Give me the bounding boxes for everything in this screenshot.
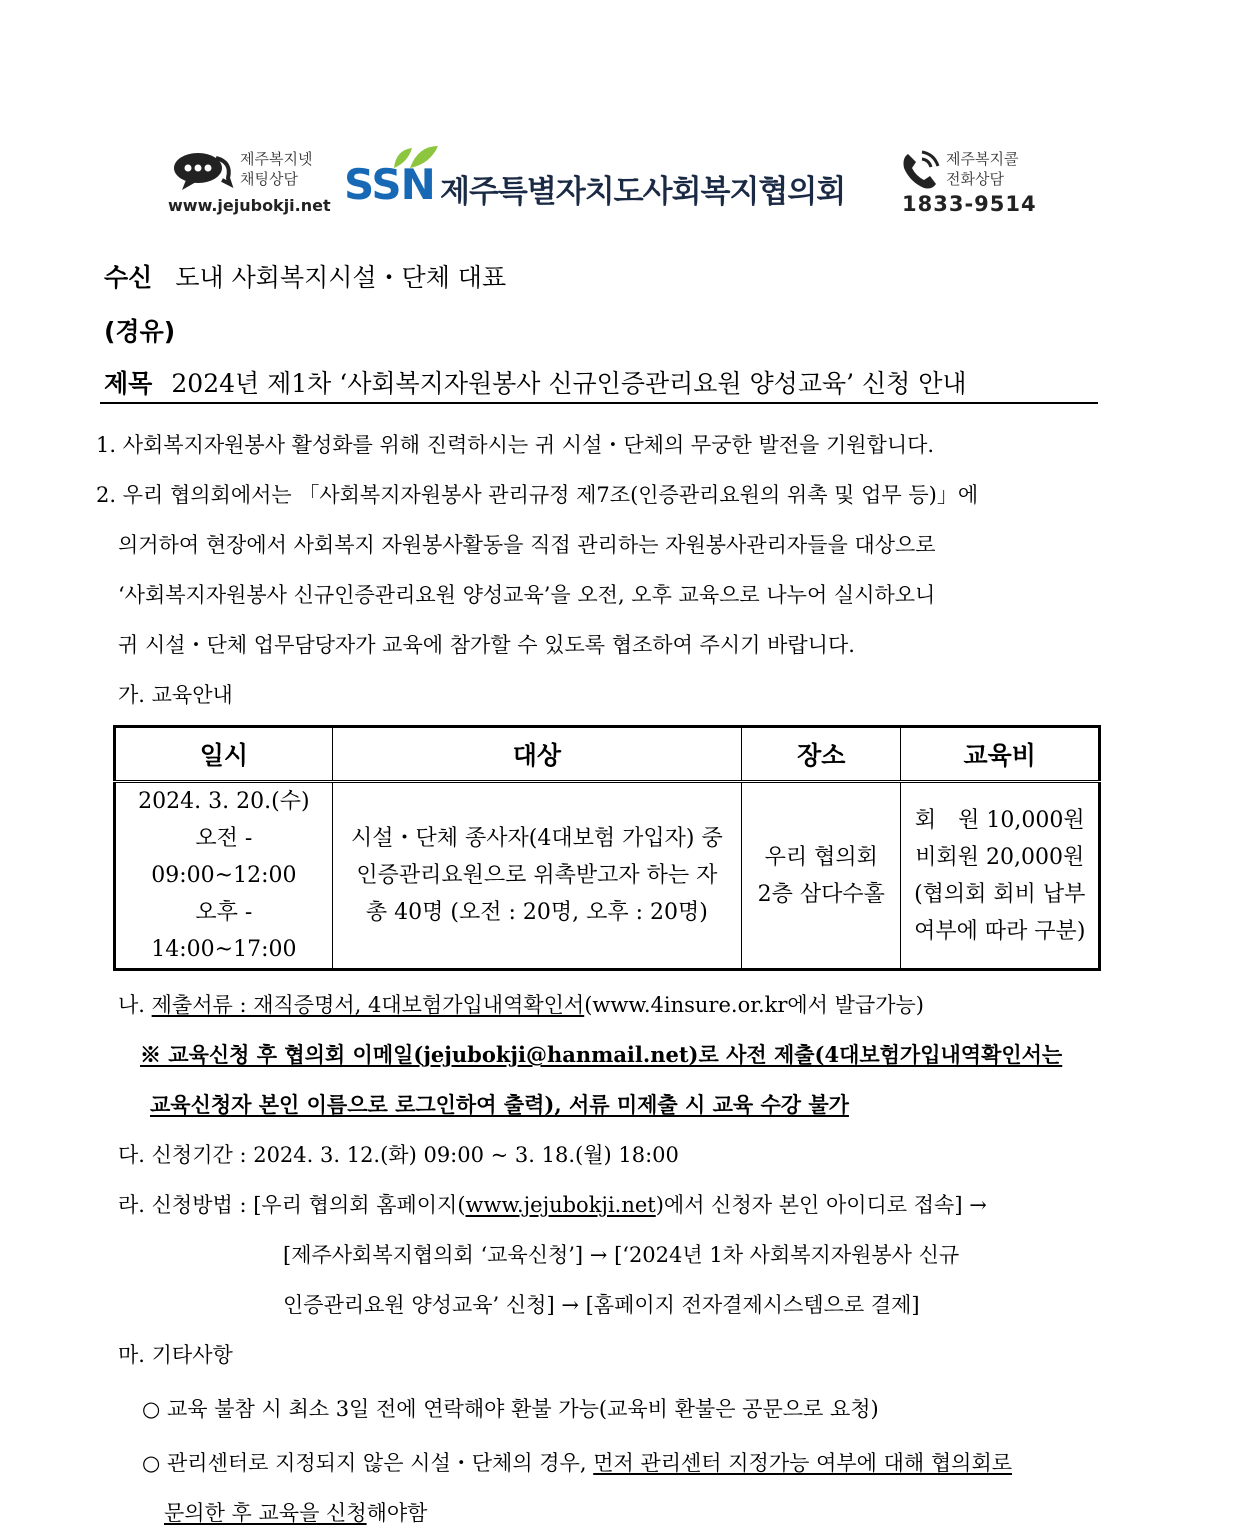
call-label-line1: 제주복지콜 [946, 150, 1019, 168]
target-line: 총 40명 (오전 : 20명, 오후 : 20명) [365, 900, 708, 925]
call-label-line2: 전화상담 [946, 170, 1004, 188]
recipient-label: 수신 [104, 263, 153, 292]
target-line: 인증관리요원으로 위촉받고자 하는 자 [356, 863, 718, 888]
etc-item-1: ○ 교육 불참 시 최소 3일 전에 연락해야 환불 가능(교육비 환불은 공문으로 요청) [142, 1397, 879, 1421]
phone-number: 1833-9514 [902, 192, 1037, 216]
section-ra-line3: 인증관리요원 양성교육’ 신청] → [홈페이지 전자결제시스템으로 결제] [283, 1293, 920, 1317]
cell-date [115, 782, 333, 970]
header-date: 일시 [115, 727, 333, 782]
paragraph-2-line2: 의거하여 현장에서 사회복지 자원봉사활동을 직접 관리하는 자원봉사관리자들을 대상으로 [118, 533, 936, 557]
date-line: 오전 - 09:00~12:00 [151, 826, 297, 888]
organization-name: 제주특별자치도사회복지협의회 [440, 174, 846, 210]
subject-line [104, 364, 967, 400]
fee-line: (협의회 회비 납부 [914, 881, 1086, 907]
header-divider [100, 402, 1098, 404]
recipient-value: 도내 사회복지시설・단체 대표 [175, 263, 507, 292]
subject-label: 제목 [104, 369, 153, 398]
via-label: (경유) [104, 317, 176, 346]
ssn-logo: SSN [344, 160, 435, 209]
place-line: 2층 삼다수홀 [757, 881, 885, 907]
date-line: 오후 - 14:00~17:00 [151, 900, 297, 962]
etc-item-2-line1 [142, 1450, 1012, 1476]
paragraph-2-line1: 2. 우리 협의회에서는 「사회복지자원봉사 관리규정 제7조(인증관리요원의 위촉 및 업무 등)」에 [96, 483, 979, 507]
submission-note-line1: ※ 교육신청 후 협의회 이메일(jejubokji@hanmail.net)로 사전 제출(4대보험가입내역확인서는 [140, 1042, 1063, 1067]
submission-note-line2: 교육신청자 본인 이름으로 로그인하여 출력), 서류 미제출 시 교육 수강 불가 [150, 1092, 849, 1117]
fee-line: 여부에 따라 구분) [914, 918, 1086, 944]
section-ra-label: 라. 신청방법 : [118, 1193, 254, 1217]
chat-bubble-icon [172, 150, 234, 192]
recipient-line [104, 258, 506, 294]
section-ga-title: 가. 교육안내 [118, 683, 233, 707]
etc-item-2-line2-underlined: 문의한 후 교육을 신청 [164, 1501, 367, 1525]
fee-line: 회 원 10,000원 [914, 807, 1085, 833]
submit-docs-suffix: (www.4insure.or.kr에서 발급가능) [584, 993, 924, 1017]
education-table [113, 725, 1101, 971]
section-na-prefix: 나. [118, 993, 152, 1017]
target-line: 시설・단체 종사자(4대보험 가입자) 중 [351, 826, 723, 851]
date-line: 2024. 3. 20.(수) [138, 789, 310, 814]
submit-docs: 제출서류 : 재직증명서, 4대보험가입내역확인서 [151, 993, 585, 1017]
method-step1-pre: [우리 협의회 홈페이지( [253, 1193, 466, 1217]
fee-line: 비회원 20,000원 [915, 844, 1085, 870]
header-fee: 교육비 [901, 727, 1100, 782]
section-da-period: 다. 신청기간 : 2024. 3. 12.(화) 09:00 ~ 3. 18.(월) 18:00 [118, 1143, 679, 1167]
paragraph-2-line4: 귀 시설・단체 업무담당자가 교육에 참가할 수 있도록 협조하여 주시기 바랍니다. [118, 633, 855, 657]
section-na [118, 992, 924, 1018]
cell-place [742, 782, 901, 970]
chat-label-line1: 제주복지넷 [240, 150, 313, 168]
place-line: 우리 협의회 [764, 844, 878, 870]
chat-label-line2: 채팅상담 [240, 170, 298, 188]
etc-item-2-underlined: 먼저 관리센터 지정가능 여부에 대해 협의회로 [593, 1451, 1013, 1475]
header-place: 장소 [742, 727, 901, 782]
phone-icon [898, 148, 942, 192]
table-header-row [115, 727, 1100, 782]
website-label: www.jejubokji.net [168, 196, 331, 215]
table-row [115, 782, 1100, 970]
cell-target [332, 782, 741, 970]
section-ra-line2: [제주사회복지협의회 ‘교육신청’] → [‘2024년 1차 사회복지자원봉사 신규 [283, 1243, 960, 1267]
homepage-link[interactable]: www.jejubokji.net [465, 1193, 656, 1217]
cell-fee [901, 782, 1100, 970]
subject-value: 2024년 제1차 ‘사회복지자원봉사 신규인증관리요원 양성교육’ 신청 안내 [171, 369, 967, 398]
header-target: 대상 [332, 727, 741, 782]
section-ma-title: 마. 기타사항 [118, 1343, 233, 1367]
section-ra-line1 [118, 1192, 987, 1218]
method-step1-post: )에서 신청자 본인 아이디로 접속] → [655, 1193, 987, 1217]
etc-item-2-line2 [164, 1500, 427, 1526]
etc-item-2-line2-post: 해야함 [366, 1501, 428, 1525]
paragraph-2-line3: ‘사회복지자원봉사 신규인증관리요원 양성교육’을 오전, 오후 교육으로 나누어 실시하오니 [118, 583, 936, 607]
etc-item-2-pre: ○ 관리센터로 지정되지 않은 시설・단체의 경우, [142, 1451, 594, 1475]
paragraph-1: 1. 사회복지자원봉사 활성화를 위해 진력하시는 귀 시설・단체의 무궁한 발전을 기원합니다. [96, 433, 935, 457]
